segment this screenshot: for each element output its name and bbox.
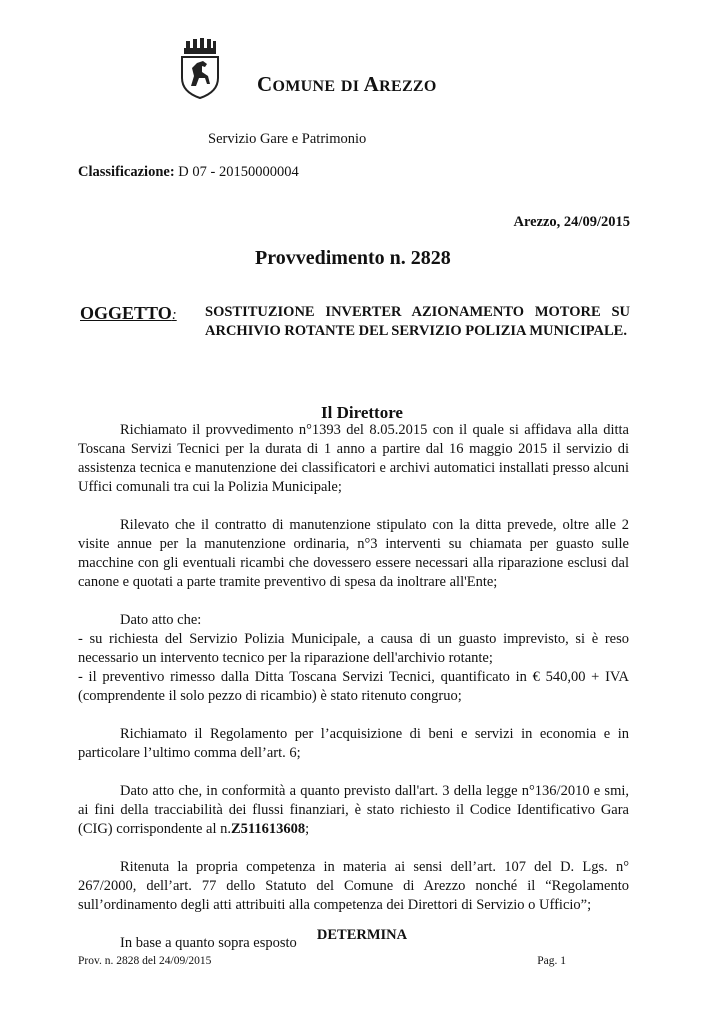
provvedimento-number: Provvedimento n. 2828 <box>255 247 451 269</box>
paragraph-1: Richiamato il provvedimento n°1393 del 8.05.2015 con il quale si affidava alla ditta Toscana Servizi Tecnici per la durata di 1 anno a partire dal 16 maggio 2015 il servizio di assistenza tecnica e manutenzione dei classificatori e archivi automatici installati presso alcuni Uffici comunali tra cui la Polizia Municipale; <box>78 422 629 495</box>
classification-label: Classificazione: <box>78 164 175 180</box>
footer-page-number: Pag. 1 <box>537 955 566 967</box>
paragraph-2: Rilevato che il contratto di manutenzione stipulato con la ditta prevede, oltre alle 2 visite annue per la manutenzione ordinaria, n°3 interventi su chiamata per guasto sulle macchine con gli eventuali ricambi che dovessero essere necessari alla riparazione esclusi dal canone e quotati a parte tramite preventivo di spesa da inoltrare all'Ente; <box>78 517 629 590</box>
paragraph-3-item-a: - su richiesta del Servizio Polizia Municipale, a causa di un guasto imprevisto, si è reso necessario un intervento tecnico per la riparazione dell'archivio rotante; <box>78 631 629 666</box>
oggetto-text: SOSTITUZIONE INVERTER AZIONAMENTO MOTORE SU ARCHIVIO ROTANTE DEL SERVIZIO POLIZIA MUNICIPALE. <box>205 304 630 339</box>
oggetto-label: OGGETTO: <box>80 303 177 323</box>
document-body <box>78 421 629 953</box>
paragraph-5: Dato atto che, in conformità a quanto previsto dall'art. 3 della legge n°136/2010 e smi, ai fini della tracciabilità dei flussi finanziari, è stato richiesto il Codice Identificativo Gara (CIG) corrispondente al n.Z511613608; <box>78 783 629 837</box>
cig-code: Z511613608 <box>231 821 306 837</box>
paragraph-4: Richiamato il Regolamento per l’acquisizione di beni e servizi in economia e in particolare l’ultimo comma dell’art. 6; <box>78 726 629 761</box>
paragraph-6: Ritenuta la propria competenza in materia ai sensi dell’art. 107 del D. Lgs. n° 267/2000, dell’art. 77 dello Statuto del Comune di Arezzo nonché il “Regolamento sull’ordinamento degli atti attribuiti alla competenza dei Direttori di Servizio o Ufficio”; <box>78 859 629 913</box>
classification-value: D 07 - 20150000004 <box>178 164 299 180</box>
determina-heading: DETERMINA <box>316 927 408 943</box>
classification <box>78 164 299 181</box>
paragraph-3-item-b: - il preventivo rimesso dalla Ditta Toscana Servizi Tecnici, quantificato in € 540,00 + IVA (comprendente il solo pezzo di ricambio) è stato ritenuto congruo; <box>78 669 629 704</box>
page-title: COMUNE DI AREZZO <box>257 72 437 96</box>
arezzo-crest-icon <box>178 38 222 100</box>
document-date: Arezzo, 24/09/2015 <box>513 214 630 230</box>
service-name: Servizio Gare e Patrimonio <box>208 131 367 147</box>
paragraph-7: In base a quanto sopra esposto <box>120 935 297 951</box>
section-heading-direttore: Il Direttore <box>321 403 403 422</box>
paragraph-3-intro: Dato atto che: <box>120 612 202 628</box>
footer-reference: Prov. n. 2828 del 24/09/2015 <box>78 955 212 967</box>
